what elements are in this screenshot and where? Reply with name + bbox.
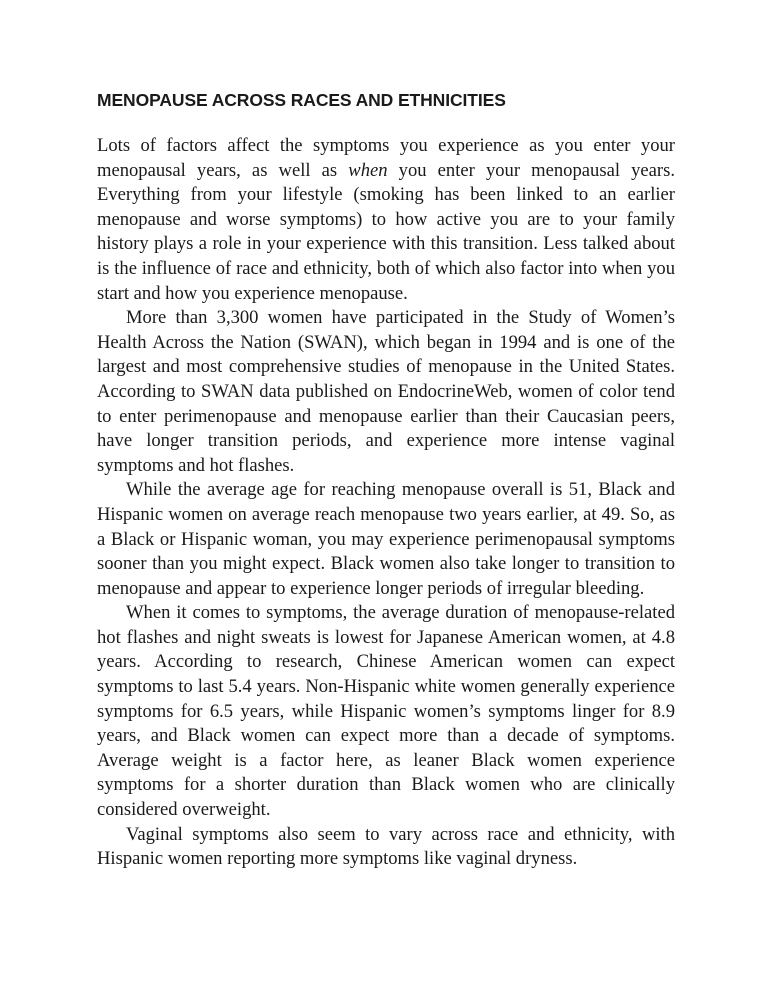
paragraph-1-text-end: you enter your menopausal years. Everything from your lifestyle (smoking has been linked to an earlier menopause and worse symptoms) to how active you are to your family history plays a role in your experience with this transition. Less talked about is the influence of race and ethnicity, both of which also factor into when you start and how you experience menopause. [97,159,675,304]
paragraph-3: While the average age for reaching menopause overall is 51, Black and Hispanic women on average reach menopause two years earlier, at 49. So, as a Black or Hispanic woman, you may experience perimenopausal symptoms sooner than you might expect. Black women also take longer to transition to menopause and appear to experience longer periods of irregular bleeding. [97,479,675,599]
paragraph-2: More than 3,300 women have participated in the Study of Women’s Health Across the Nation (SWAN), which began in 1994 and is one of the largest and most comprehensive studies of menopause in the United States. According to SWAN data published on EndocrineWeb, women of color tend to enter perimenopause and menopause earlier than their Caucasian peers, have longer transition periods, and experience more intense vaginal symptoms and hot flashes. [97,307,675,476]
paragraph-1-text-start: Lots of factors affect the symptoms you experience as you enter your menopausal years, as well as [97,135,675,181]
section-heading: MENOPAUSE ACROSS RACES AND ETHNICITIES [97,90,506,110]
paragraph-5: Vaginal symptoms also seem to vary across race and ethnicity, with Hispanic women reporting more symptoms like vaginal dryness. [97,823,675,870]
paragraph-4: When it comes to symptoms, the average duration of menopause-related hot flashes and night sweats is lowest for Japanese American women, at 4.8 years. According to research, Chinese American women can expect symptoms to last 5.4 years. Non-Hispanic white women generally experience symptoms for 6.5 years, while Hispanic women’s symptoms linger for 8.9 years, and Black women can expect more than a decade of symptoms. Average weight is a factor here, as leaner Black women experience symptoms for a shorter duration than Black women who are clinically considered overweight. [97,602,675,821]
document-page [97,88,675,872]
paragraph-1-emphasis: when [348,159,388,181]
paragraph-1 [97,134,675,306]
